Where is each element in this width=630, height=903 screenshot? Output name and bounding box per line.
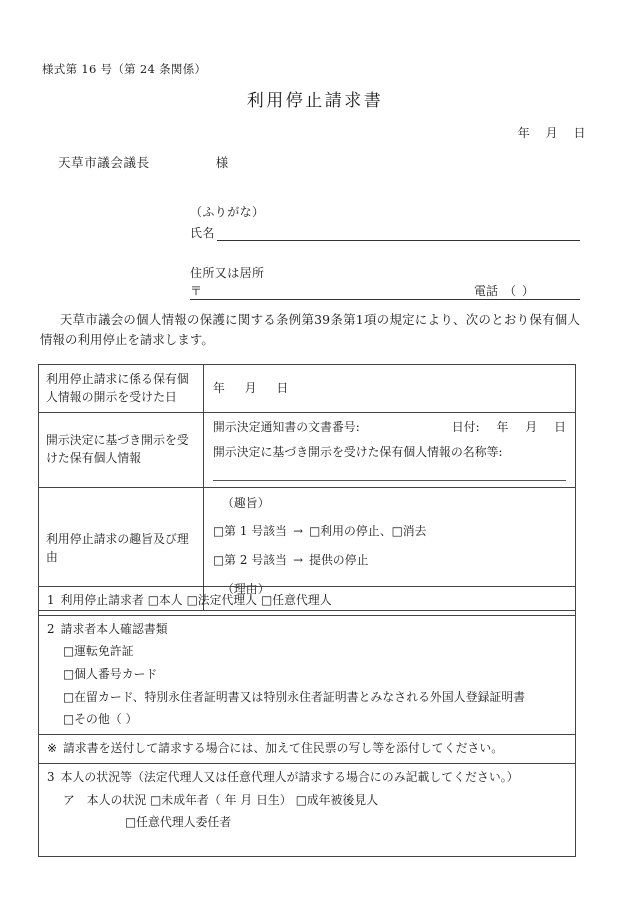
checkbox-voluntary-agent-icon[interactable]: □ [261,593,273,607]
intro-line-2: 利用停止を請求します。 [77,332,214,348]
purpose-option-2-label: 第 2 号該当 [224,553,288,568]
identity-option-drivers-license-label: 運転免許証 [74,644,134,659]
checkbox-other-icon[interactable]: □ [63,712,75,727]
arrow-icon: → [293,524,304,539]
telephone-label: 電話 [473,284,498,298]
requester-option-self-label: 本人 [158,593,183,607]
applicant-name-block [190,203,580,241]
purpose-option-1-row[interactable] [213,523,566,541]
table-row [39,587,576,616]
document-number-row [213,419,566,437]
purpose-heading: （趣旨） [222,495,270,510]
name-label: 氏名 [190,226,215,240]
checkbox-self-icon[interactable]: □ [147,593,159,607]
date-year-label: 年 [517,126,531,140]
principal-status-row[interactable] [47,792,567,810]
requester-option-voluntary-agent[interactable] [261,593,332,607]
principal-status-option-adult-ward[interactable] [296,793,379,807]
checkbox-minor-icon[interactable]: □ [150,792,162,807]
identity-option-residence-card[interactable] [47,689,567,707]
name-field-row [190,224,580,241]
disclosure-received-date-label: 利用停止請求に係る保有個人情報の開示を受けた日 [39,365,204,413]
checkbox-item2-icon[interactable]: □ [213,553,225,568]
info-name-input-rule[interactable] [213,468,566,481]
identity-option-other-label: その他（ ） [74,712,138,727]
purpose-option-2-result: 提供の停止 [309,553,369,568]
supplementary-table [38,586,576,857]
checkbox-legal-agent-icon[interactable]: □ [186,593,198,607]
requester-option-legal-agent[interactable] [187,593,258,607]
date-day-label: 日 [573,126,586,140]
date-month-label: 月 [545,126,559,140]
principal-status-option-minor[interactable] [150,793,292,807]
item-1-label: 利用停止請求者 [60,593,144,607]
address-label: 住所又は居所 [190,266,265,280]
checkbox-item1-icon[interactable]: □ [213,524,225,539]
arrow-icon: → [293,553,304,568]
disclosed-info-value[interactable] [204,413,576,487]
checkbox-my-number-card-icon[interactable]: □ [63,667,75,682]
addressee-line [58,153,229,171]
purpose-and-reason-label: 利用停止請求の趣旨及び理由 [39,487,204,610]
identity-option-drivers-license[interactable] [47,643,567,661]
main-request-table [38,364,576,611]
item-2-header [47,621,567,639]
checkbox-adult-ward-icon[interactable]: □ [295,792,307,807]
name-input-rule[interactable] [217,228,580,241]
checkbox-item1-opt2-icon[interactable]: □ [391,524,403,539]
form-number: 様式第 16 号（第 24 条関係） [42,62,207,76]
table-row [39,735,576,764]
address-input-row[interactable] [190,284,580,300]
principal-status-option-adult-ward-label: 成年被後見人 [306,792,379,807]
received-month-label: 月 [244,380,257,395]
requester-option-voluntary-agent-label: 任意代理人 [272,593,332,607]
submission-date-line [518,124,586,141]
purpose-option-2-row[interactable] [213,552,566,570]
intro-line-1: 天草市議会の個人情報の保護に関する条例第39条第1項の規定により、次のとおり保有個人情報の [40,312,580,348]
disclosed-info-label: 開示決定に基づき開示を受けた保有個人情報 [39,413,204,487]
disclosure-received-date-value[interactable] [204,365,576,413]
item-2-label: 請求者本人確認書類 [60,621,168,636]
principal-status-cell[interactable] [39,763,576,856]
requester-type-row [47,592,567,610]
item-3-header [47,769,567,787]
requester-option-legal-agent-label: 法定代理人 [197,593,258,607]
principal-status-option-minor-label: 未成年者（ 年 月 日生） [161,792,292,807]
purpose-option-1-label: 第 1 号該当 [224,524,288,539]
applicant-address-block [190,264,580,300]
document-date-day: 日 [554,420,566,435]
document-number-label: 開示決定通知書の文書番号: [213,420,360,435]
identity-option-my-number-card-label: 個人番号カード [74,667,158,682]
identity-option-other[interactable] [47,711,567,729]
table-row [39,365,576,413]
identity-documents-cell[interactable] [39,615,576,734]
received-day-label: 日 [276,380,289,395]
page-title: 利用停止請求書 [246,91,384,111]
identity-option-residence-card-label: 在留カード、特別永住者証明書又は特別永住者証明書とみなされる外国人登録証明書 [74,689,526,704]
mailing-note-text: 請求書を送付して請求する場合には、加えて住民票の写し等を添付してください。 [63,741,504,756]
purpose-option-1-choice-2: 消去 [402,524,427,539]
checkbox-delegator-icon[interactable]: □ [125,815,137,830]
principal-status-option-delegator-row[interactable] [47,814,567,832]
mailing-note-cell [39,735,576,764]
checkbox-item1-opt1-icon[interactable]: □ [309,524,321,539]
document-date-label: 日付: [451,420,480,435]
note-mark-icon: ※ [47,741,57,756]
mailing-note-row [47,740,567,758]
telephone-paren-open: （ [503,284,522,298]
identity-option-my-number-card[interactable] [47,666,567,684]
checkbox-drivers-license-icon[interactable]: □ [63,644,75,659]
purpose-option-1-choice-1: 利用の停止、 [320,524,392,539]
intro-paragraph [40,310,580,351]
info-name-label: 開示決定に基づき開示を受けた保有個人情報の名称等: [213,445,503,460]
addressee-name: 天草市議会議長 [58,155,150,170]
item-1-number: 1 [47,593,55,607]
principal-status-sub-label: ア 本人の状況 [63,792,147,807]
requester-option-self[interactable] [148,593,183,607]
item-2-number: 2 [47,621,55,636]
furigana-label: （ふりがな） [190,205,265,219]
document-date-group [439,419,566,437]
table-row [39,763,576,856]
document-date-year: 年 [496,420,509,435]
reason-heading: （理由） [222,581,270,596]
telephone-paren-close: ） [521,284,534,298]
checkbox-residence-card-icon[interactable]: □ [63,689,75,704]
principal-status-option-delegator-label: 任意代理人委任者 [136,815,232,830]
table-row [39,413,576,487]
received-year-label: 年 [213,380,225,395]
addressee-honorific: 様 [215,155,229,170]
item-3-number: 3 [47,769,55,784]
table-row [39,615,576,734]
requester-type-cell[interactable] [39,587,576,616]
zip-symbol: 〒 [190,284,203,298]
document-date-month: 月 [525,420,538,435]
item-3-label: 本人の状況等（法定代理人又は任意代理人が請求する場合にのみ記載してください。） [60,769,519,784]
